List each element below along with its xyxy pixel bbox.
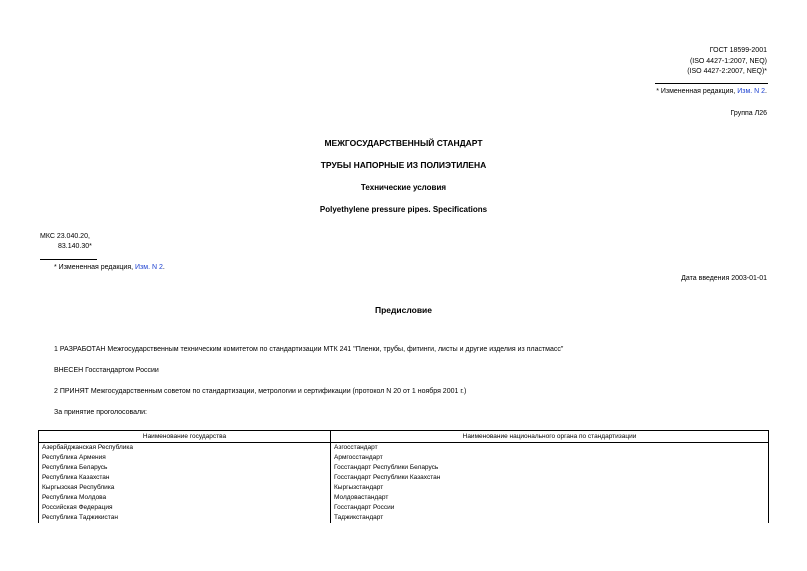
- body-cell: Молдовастандарт: [331, 493, 769, 503]
- body-cell: Кыргызстандарт: [331, 483, 769, 493]
- state-cell: Республика Таджикистан: [39, 513, 331, 523]
- state-cell: Республика Беларусь: [39, 463, 331, 473]
- voting-states-table: [38, 430, 769, 523]
- table-row: [39, 483, 769, 493]
- table-header-row: [39, 431, 769, 443]
- state-cell: Азербайджанская Республика: [39, 443, 331, 454]
- preface-paragraph-3: 2 ПРИНЯТ Межгосударственным советом по стандартизации, метрологии и сертификации (протокол N 20 от 1 ноября 2001 г.): [54, 388, 467, 395]
- intro-date: Дата введения 2003-01-01: [681, 275, 767, 282]
- body-cell: Госстандарт Республики Беларусь: [331, 463, 769, 473]
- table-row: [39, 473, 769, 483]
- body-cell: Азгосстандарт: [331, 443, 769, 454]
- table-row: [39, 453, 769, 463]
- column-header-body: Наименование национального органа по стандартизации: [331, 431, 769, 443]
- preface-paragraph-4: За принятие проголосовали:: [54, 409, 147, 416]
- body-cell: Армгосстандарт: [331, 453, 769, 463]
- state-cell: Республика Молдова: [39, 493, 331, 503]
- state-cell: Республика Армения: [39, 453, 331, 463]
- table-row: [39, 503, 769, 513]
- body-cell: Госстандарт России: [331, 503, 769, 513]
- amendment-note-header: [656, 88, 767, 96]
- subtitle: Технические условия: [360, 183, 447, 192]
- footnote-divider: [655, 83, 768, 84]
- preface-paragraph-1: 1 РАЗРАБОТАН Межгосударственным техническим комитетом по стандартизации МТК 241 "Пленки, трубы, фитинги, листы и другие изделия из пластмасс": [54, 346, 564, 353]
- state-cell: Кыргызская Республика: [39, 483, 331, 493]
- product-title: ТРУБЫ НАПОРНЫЕ ИЗ ПОЛИЭТИЛЕНА: [320, 160, 487, 170]
- amendment-note-suffix: .: [765, 88, 767, 95]
- body-cell: Таджикстандарт: [331, 513, 769, 523]
- english-title: Polyethylene pressure pipes. Specifications: [319, 205, 488, 214]
- preface-heading: Предисловие: [374, 305, 433, 315]
- amendment-note-text: * Измененная редакция,: [656, 88, 736, 95]
- classification-amendment-link[interactable]: Изм. N 2: [135, 264, 163, 271]
- state-cell: Республика Казахстан: [39, 473, 331, 483]
- table-row: [39, 463, 769, 473]
- group-code: Группа Л26: [730, 110, 767, 117]
- body-cell: Госстандарт Республики Казахстан: [331, 473, 769, 483]
- classification-note-text: * Измененная редакция,: [54, 264, 134, 271]
- classification-note-suffix: .: [162, 264, 165, 271]
- iso-reference-1: (ISO 4427-1:2007, NEQ): [689, 58, 767, 65]
- state-cell: Российская Федерация: [39, 503, 331, 513]
- amendment-note-classification: [54, 264, 165, 272]
- mks-code-line1: МКС 23.040.20,: [40, 233, 90, 240]
- preface-paragraph-2: ВНЕСЕН Госстандартом России: [54, 367, 159, 374]
- classification-divider: [40, 259, 97, 260]
- table-row: [39, 493, 769, 503]
- standard-code: ГОСТ 18599-2001: [709, 47, 767, 54]
- main-title: МЕЖГОСУДАРСТВЕННЫЙ СТАНДАРТ: [324, 138, 483, 148]
- table-row: [39, 513, 769, 523]
- column-header-state: Наименование государства: [39, 431, 331, 443]
- iso-reference-2: (ISO 4427-2:2007, NEQ)*: [687, 68, 767, 75]
- mks-code-line2: 83.140.30*: [58, 243, 92, 250]
- table-row: [39, 443, 769, 454]
- amendment-link[interactable]: Изм. N 2: [737, 88, 766, 95]
